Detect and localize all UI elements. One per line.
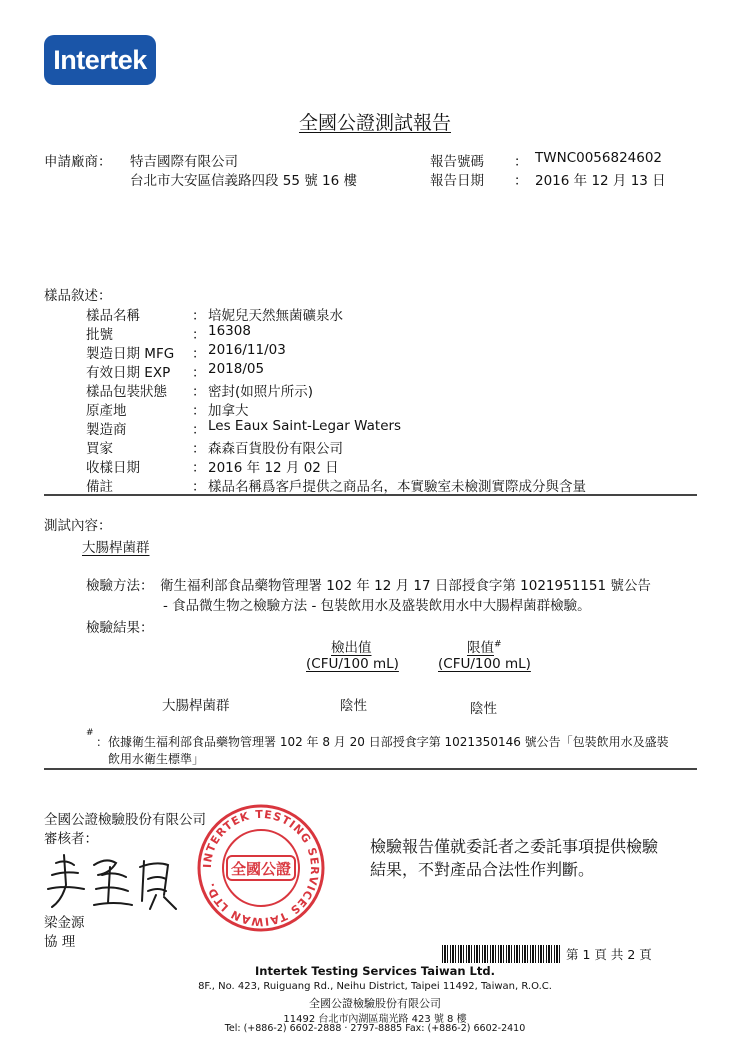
sample-row-colon: ： — [192, 479, 206, 495]
footer-company-zh: 全國公證檢驗股份有限公司 — [309, 997, 441, 1010]
report-date-label: 報告日期 — [430, 173, 484, 189]
disclaimer-line-2: 結果，不對產品合法性作判斷。 — [370, 860, 595, 879]
sample-row-label: 買家 — [86, 441, 113, 457]
report-date-colon: ： — [514, 173, 528, 189]
sample-row-label: 批號 — [86, 327, 113, 343]
sample-row-value: 16308 — [208, 323, 251, 339]
seal-outer-text: INTERTEK TESTING SERVICES TAIWAN LTD. — [200, 807, 322, 929]
report-number: TWNC0056824602 — [535, 150, 663, 166]
page-indicator: 第 1 頁 共 2 頁 — [566, 947, 652, 962]
seal-center-text: 全國公證 — [230, 860, 292, 878]
detected-unit: (CFU/100 mL) — [306, 656, 399, 672]
limit-header: 限值# — [467, 639, 502, 656]
sample-row-colon: ： — [192, 346, 206, 362]
footer-address-zh: 11492 台北市內湖區瑞光路 423 號 8 樓 — [283, 1014, 467, 1025]
sample-row-value: 2016/11/03 — [208, 342, 286, 358]
report-number-label: 報告號碼 — [430, 154, 484, 170]
sample-row-colon: ： — [192, 327, 206, 343]
sample-row-label: 收樣日期 — [86, 460, 140, 476]
note-line-2: 飲用水衛生標準」 — [108, 752, 205, 766]
sample-row-label: 製造日期 MFG — [86, 346, 175, 362]
report-number-colon: ： — [514, 154, 528, 170]
sample-row-value: 2018/05 — [208, 361, 265, 377]
sample-row-colon: ： — [192, 308, 206, 324]
sample-row-label: 原產地 — [86, 403, 127, 419]
barcode — [442, 945, 560, 963]
report-title: 全國公證測試報告 — [298, 112, 451, 134]
signer-title: 協 理 — [44, 934, 76, 950]
company-seal — [196, 803, 326, 933]
disclaimer-line-1: 檢驗報告僅就委託者之委託事項提供檢驗 — [370, 837, 659, 856]
method-label: 檢驗方法： — [86, 578, 154, 594]
note-mark: # — [86, 728, 94, 738]
sample-row-colon: ： — [192, 422, 206, 438]
result-value: 陰性 — [340, 698, 367, 714]
applicant-address: 台北市大安區信義路四段 55 號 16 樓 — [130, 173, 358, 189]
footer-company-en: Intertek Testing Services Taiwan Ltd. — [255, 964, 495, 978]
report-date: 2016 年 12 月 13 日 — [535, 173, 666, 189]
sample-row-label: 備註 — [86, 479, 113, 495]
applicant-name: 特吉國際有限公司 — [130, 154, 238, 170]
result-item: 大腸桿菌群 — [162, 698, 230, 714]
sample-row-colon: ： — [192, 403, 206, 419]
sample-row-colon: ： — [192, 384, 206, 400]
sample-row-colon: ： — [192, 365, 206, 381]
sample-row-value: 加拿大 — [208, 403, 249, 419]
test-item: 大腸桿菌群 — [82, 540, 150, 556]
method-line-1: 衛生福利部食品藥物管理署 102 年 12 月 17 日部授食字第 1021951151 號公告 — [160, 578, 651, 594]
reviewer-label: 審核者： — [44, 831, 98, 847]
limit-footnote-mark: # — [494, 639, 502, 650]
intertek-logo: Intertek — [44, 35, 156, 85]
sample-row-value: 森森百貨股份有限公司 — [208, 441, 343, 457]
note-line-1: ：依據衛生福利部食品藥物管理署 102 年 8 月 20 日部授食字第 1021350146 號公告「包裝飲用水及盛裝 — [96, 735, 669, 749]
section-divider — [44, 494, 697, 496]
sample-row-colon: ： — [192, 441, 206, 457]
method-line-2: - 食品微生物之檢驗方法 - 包裝飲用水及盛裝飲用水中大腸桿菌群檢驗。 — [163, 598, 591, 614]
section-divider — [44, 768, 697, 770]
signer-company: 全國公證檢驗股份有限公司 — [44, 812, 206, 828]
result-label: 檢驗結果： — [86, 620, 154, 636]
sample-row-value: 樣品名稱爲客戶提供之商品名，本實驗室未檢測實際成分與含量 — [208, 479, 586, 495]
sample-row-value: 密封(如照片所示) — [208, 384, 314, 400]
sample-heading: 樣品敘述： — [44, 288, 112, 304]
limit-value: 陰性 — [470, 701, 497, 717]
limit-unit: (CFU/100 mL) — [438, 656, 531, 672]
signer-name: 梁金源 — [44, 915, 85, 931]
handwritten-signature — [44, 845, 194, 915]
detected-value-header: 檢出值 — [331, 640, 372, 656]
sample-row-value: 培妮兒天然無菌礦泉水 — [208, 308, 343, 324]
footer-phone: Tel: (+886-2) 6602-2888 · 2797-8885 Fax: (+886-2) 6602-2410 — [224, 1023, 526, 1034]
sample-row-colon: ： — [192, 460, 206, 476]
applicant-label: 申請廠商： — [44, 154, 112, 170]
sample-row-value: 2016 年 12 月 02 日 — [208, 460, 339, 476]
test-heading: 測試內容： — [44, 518, 112, 534]
sample-row-label: 樣品名稱 — [86, 308, 140, 324]
sample-row-value: Les Eaux Saint-Legar Waters — [208, 418, 402, 434]
sample-row-label: 有效日期 EXP — [86, 365, 171, 381]
sample-row-label: 製造商 — [86, 422, 127, 438]
sample-row-label: 樣品包裝狀態 — [86, 384, 167, 400]
footer-address-en: 8F., No. 423, Ruiguang Rd., Neihu District, Taipei 11492, Taiwan, R.O.C. — [198, 981, 552, 992]
